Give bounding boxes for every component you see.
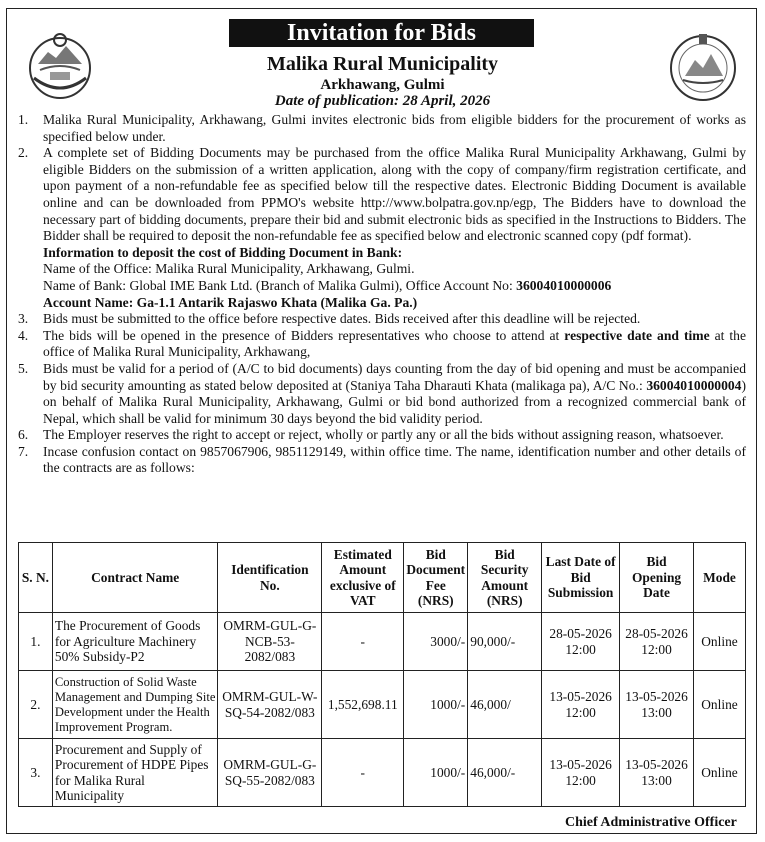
bank-name-text: Name of Bank: Global IME Bank Ltd. (Branch of Malika Gulmi), Office Account No:	[43, 277, 517, 293]
item-number: 4.	[18, 327, 29, 343]
cell-sn: 2.	[19, 671, 53, 739]
last-time: 12:00	[565, 704, 596, 720]
list-item	[18, 112, 746, 145]
office-name: Name of the Office: Malika Rural Municipality, Arkhawang, Gulmi.	[43, 261, 415, 277]
organization-location: Arkhawang, Gulmi	[320, 77, 445, 93]
opening-time: 12:00	[641, 641, 672, 657]
cell-estimate: -	[322, 613, 404, 671]
cell-fee: 1000/-	[404, 671, 468, 739]
item-text-part: Electronic Bidding Document is available online and can be downloaded from PPMO's website http://www.bolpatra.gov.np/egp, The Bidders have to download the necessary part of bidding documents, prepare their bid and submit electronic bids as specified in the Instructions to Bidders. The Bidder shall be required to deposit the non-refundable fee as specified below and electronic scanned copy (pdf format).	[43, 178, 746, 244]
signature: Chief Administrative Officer	[565, 815, 737, 830]
cell-contract-name: Construction of Solid Waste Management and Dumping Site Development under the Health Improvement Program.	[52, 671, 218, 739]
list-item	[18, 311, 746, 328]
item-text: Incase confusion contact on 9857067906, 9851129149, within office time. The name, identification number and other details of the contracts are as follows:	[43, 443, 746, 476]
item-number: 3.	[18, 311, 29, 327]
col-header-fee: Bid Document Fee (NRS)	[404, 543, 468, 613]
cell-sn: 3.	[19, 739, 53, 807]
cell-identification: OMRM-GUL-G-SQ-55-2082/083	[218, 739, 322, 807]
cell-mode: Online	[693, 613, 745, 671]
col-header-opening-date: Bid Opening Date	[620, 543, 694, 613]
item-text-part: A complete set of Bidding Documents may be purchased from the office Malika Rural Municipality Arkhawang, Gulmi by eligible Bidders on the submission of a written application, along with the copy of company/firm registration certificate, and upon payment of a non-refundable fee as specified below till the respective dates.	[43, 145, 746, 194]
opening-time: 13:00	[641, 704, 672, 720]
publication-date: Date of publication: 28 April, 2026	[274, 93, 491, 109]
cell-mode: Online	[693, 671, 745, 739]
table-row	[19, 613, 746, 671]
last-time: 12:00	[565, 641, 596, 657]
last-date: 28-05-2026	[549, 626, 612, 641]
item-text-part: at the office of Malika Rural Municipality, Arkhawang,	[43, 327, 746, 360]
col-header-mode: Mode	[693, 543, 745, 613]
cell-estimate: -	[322, 739, 404, 807]
item-number: 5.	[18, 360, 29, 376]
item-text	[43, 145, 746, 245]
cell-last-date	[542, 613, 620, 671]
opening-date: 13-05-2026	[625, 757, 688, 772]
account-number: 36004010000006	[516, 277, 612, 293]
contracts-table	[18, 542, 746, 807]
table-header-row	[19, 543, 746, 613]
col-header-name: Contract Name	[52, 543, 218, 613]
cell-estimate: 1,552,698.11	[322, 671, 404, 739]
bank-name	[18, 278, 746, 295]
notice-banner: Invitation for Bids	[229, 19, 534, 47]
item-text-part: Bids must be valid for a period of (A/C to bid documents) days counting from the day of bid opening and must be accompanied by bid security amounting as stated below deposited at (Staniya Taha Dharauti Khata (malikaga pa), A/C No.:	[43, 360, 746, 393]
item-number: 7.	[18, 443, 29, 459]
cell-opening-date	[620, 613, 694, 671]
cell-contract-name: Procurement and Supply of Procurement of HDPE Pipes for Malika Rural Municipality	[52, 739, 218, 807]
cell-fee: 1000/-	[404, 739, 468, 807]
organization-name: Malika Rural Municipality	[266, 53, 499, 75]
item-text: Malika Rural Municipality, Arkhawang, Gulmi invites electronic bids from eligible bidders for the procurement of works as specified below under.	[43, 112, 746, 144]
cell-identification: OMRM-GUL-G-NCB-53-2082/083	[218, 613, 322, 671]
account-name-text: Account Name: Ga-1.1 Antarik Rajaswo Khata (Malika Ga. Pa.)	[43, 294, 418, 310]
cell-mode: Online	[693, 739, 745, 807]
item-number: 2.	[18, 145, 29, 161]
cell-fee: 3000/-	[404, 613, 468, 671]
bank-heading	[18, 245, 746, 262]
cell-opening-date	[620, 671, 694, 739]
col-header-sn: S. N.	[19, 543, 53, 613]
item-text-bold: respective date and time	[564, 327, 710, 343]
cell-last-date	[542, 739, 620, 807]
last-time: 12:00	[565, 772, 596, 788]
opening-date: 28-05-2026	[625, 626, 688, 641]
cell-contract-name: The Procurement of Goods for Agriculture Machinery 50% Subsidy-P2	[52, 613, 218, 671]
item-number: 1.	[18, 112, 29, 127]
last-date: 13-05-2026	[549, 689, 612, 704]
cell-sn: 1.	[19, 613, 53, 671]
cell-opening-date	[620, 739, 694, 807]
account-name	[18, 295, 746, 312]
list-item	[18, 361, 746, 427]
opening-date: 13-05-2026	[625, 689, 688, 704]
cell-identification: OMRM-GUL-W-SQ-54-2082/083	[218, 671, 322, 739]
col-header-last-date: Last Date of Bid Submission	[542, 543, 620, 613]
cell-security: 46,000/	[468, 671, 542, 739]
col-header-id: Identification No.	[218, 543, 322, 613]
cell-security: 46,000/-	[468, 739, 542, 807]
table-row	[19, 671, 746, 739]
col-header-security: Bid Security Amount (NRS)	[468, 543, 542, 613]
list-item	[18, 328, 746, 361]
last-date: 13-05-2026	[549, 757, 612, 772]
item-text-bold: 36004010000004	[646, 377, 742, 393]
list-item	[18, 145, 746, 245]
cell-security: 90,000/-	[468, 613, 542, 671]
item-number: 6.	[18, 427, 29, 443]
item-text	[43, 328, 746, 361]
list-item	[18, 444, 746, 477]
list-item	[18, 427, 746, 444]
item-text: Bids must be submitted to the office before respective dates. Bids received after this deadline will be rejected.	[43, 311, 641, 327]
opening-time: 13:00	[641, 772, 672, 788]
cell-last-date	[542, 671, 620, 739]
notice-body	[18, 112, 746, 477]
bank-heading-text: Information to deposit the cost of Bidding Document in Bank:	[43, 244, 403, 260]
item-text-part: The bids will be opened in the presence of Bidders representatives who choose to attend at	[43, 327, 565, 343]
item-text: The Employer reserves the right to accept or reject, wholly or partly any or all the bids without assigning reason, whatsoever.	[43, 427, 724, 443]
item-text	[43, 361, 746, 427]
table-row	[19, 739, 746, 807]
col-header-estimate: Estimated Amount exclusive of VAT	[322, 543, 404, 613]
item-text-part: ) on behalf of Malika Rural Municipality, Arkhawang, Gulmi or bid bond authorized from a recognized commercial bank of Nepal, which shall be valid for minimum 30 days beyond the bid validity period.	[43, 377, 746, 426]
